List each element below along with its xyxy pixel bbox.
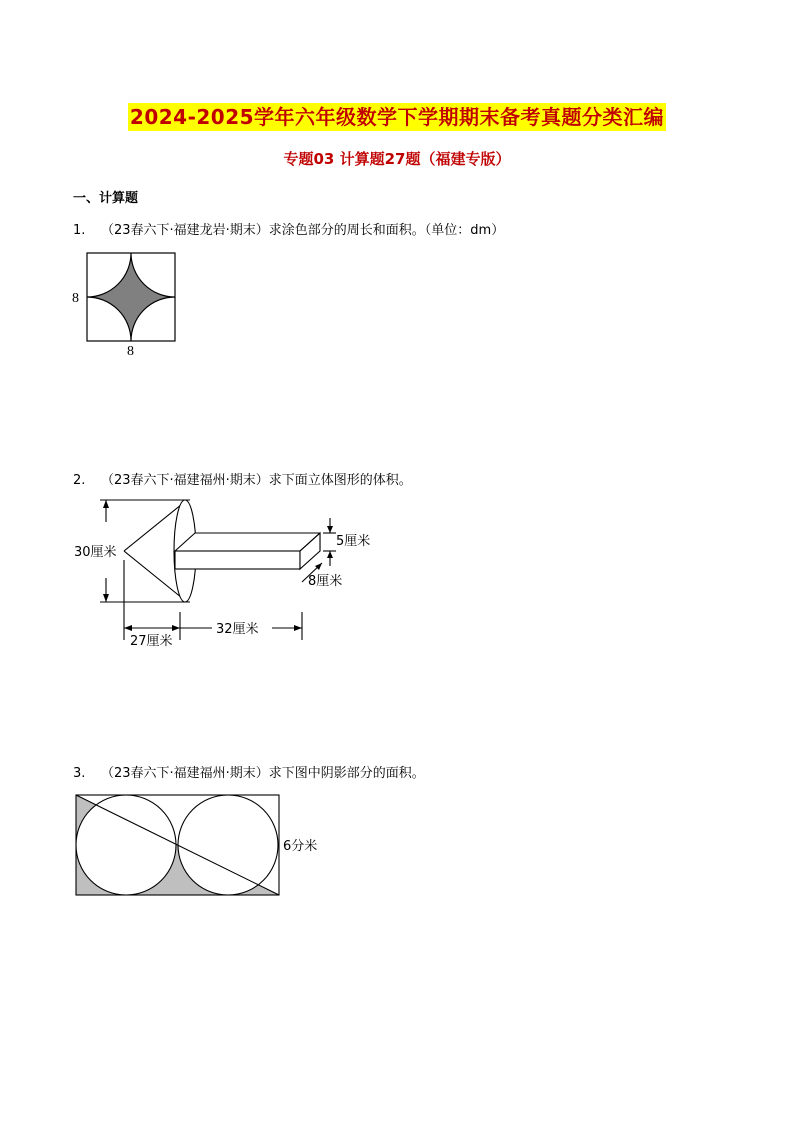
page-title: 2024-2025学年六年级数学下学期期末备考真题分类汇编	[129, 105, 665, 129]
figure-1	[72, 253, 175, 359]
section-heading: 一、计算题	[73, 191, 139, 206]
fig2-cuboid-top	[175, 533, 320, 551]
question-2	[73, 469, 412, 488]
fig2-cone-height-label: 30厘米	[74, 545, 117, 560]
fig3-circle-left	[76, 795, 176, 895]
fig2-prism-width-label: 8厘米	[308, 574, 343, 589]
figure-1-left-label: 8	[72, 291, 79, 306]
fig2-cuboid-front	[175, 551, 300, 569]
figure-1-bottom-label: 8	[127, 344, 134, 359]
fig2-prism-length-label: 32厘米	[216, 622, 259, 637]
fig2-5cm-arrow-bottom	[327, 551, 333, 558]
fig3-height-label: 6分米	[283, 839, 318, 854]
fig3-circle-right	[178, 795, 278, 895]
question-3-text: （23春六下·福建福州·期末）求下图中阴影部分的面积。	[101, 766, 425, 781]
fig2-cone-length-label: 27厘米	[130, 634, 173, 649]
fig2-27cm-arrow-right	[172, 625, 180, 631]
question-1-number: 1.	[73, 223, 86, 238]
fig2-5cm-arrow-top	[327, 526, 333, 533]
fig2-arrow-up	[103, 500, 109, 508]
figure-2	[100, 500, 336, 640]
fig2-prism-height-label: 5厘米	[336, 534, 371, 549]
question-3-number: 3.	[73, 766, 86, 781]
fig2-32cm-arrow-right	[294, 625, 302, 631]
fig2-arrow-down	[103, 594, 109, 602]
question-1-text: （23春六下·福建龙岩·期末）求涂色部分的周长和面积。（单位：dm）	[101, 223, 505, 238]
fig2-27cm-arrow-left	[124, 625, 132, 631]
figure-3	[76, 795, 279, 895]
question-2-text: （23春六下·福建福州·期末）求下面立体图形的体积。	[101, 473, 412, 488]
question-2-number: 2.	[73, 473, 86, 488]
page-subtitle: 专题03 计算题27题（福建专版）	[283, 150, 511, 168]
question-3	[73, 762, 425, 781]
